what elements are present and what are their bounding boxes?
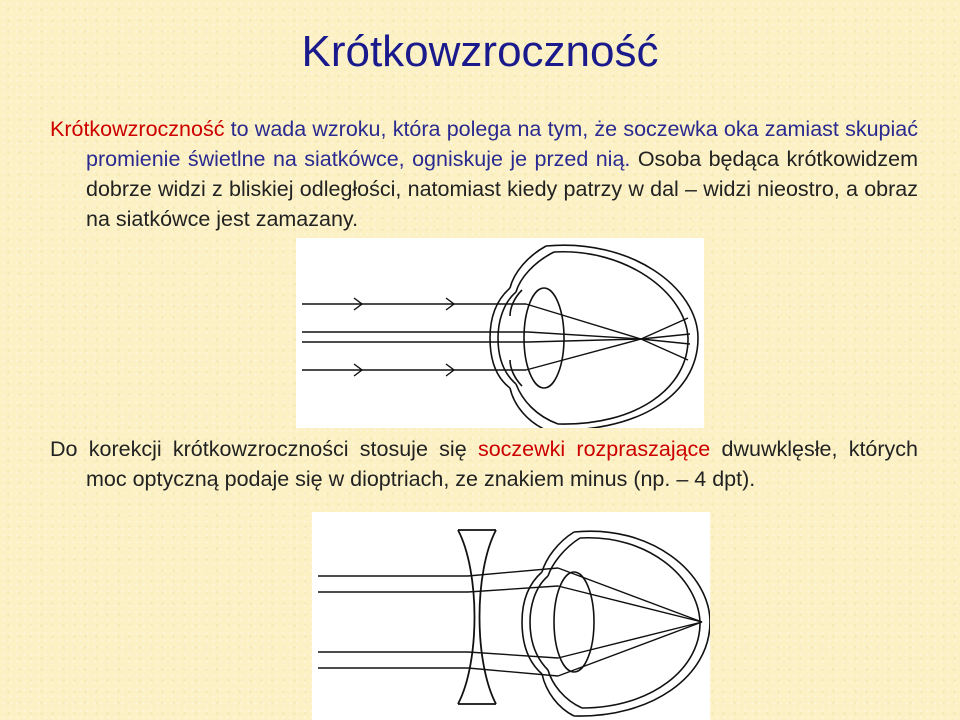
correction-paragraph [50, 434, 919, 494]
myopic-eye-diagram [296, 238, 704, 428]
definition-text: to wada wzroku, która polega na tym, że soczewka oka zamiast skupiać promienie świetlne na siatkówce, ogniskuje je przed nią. [86, 117, 918, 171]
slide-title: Krótkowzroczność [301, 27, 659, 76]
correction-lead: Do korekcji krótkowzroczności stosuje się [50, 437, 478, 461]
symptom-text: Osoba będąca krótkowidzem dobrze widzi z bliskiej odległości, natomiast kiedy patrzy w dal – widzi nieostro, a obraz na siatkówce jest zamazany. [86, 147, 918, 231]
term-highlight: Krótkowzroczność [50, 117, 225, 141]
corrected-eye-diagram [312, 512, 710, 720]
correction-rest: dwuwklęsłe, których moc optyczną podaje się w dioptriach, ze znakiem minus (np. – 4 dpt). [86, 437, 919, 491]
definition-paragraph [50, 114, 918, 234]
lens-highlight: soczewki rozpraszające [477, 437, 711, 461]
